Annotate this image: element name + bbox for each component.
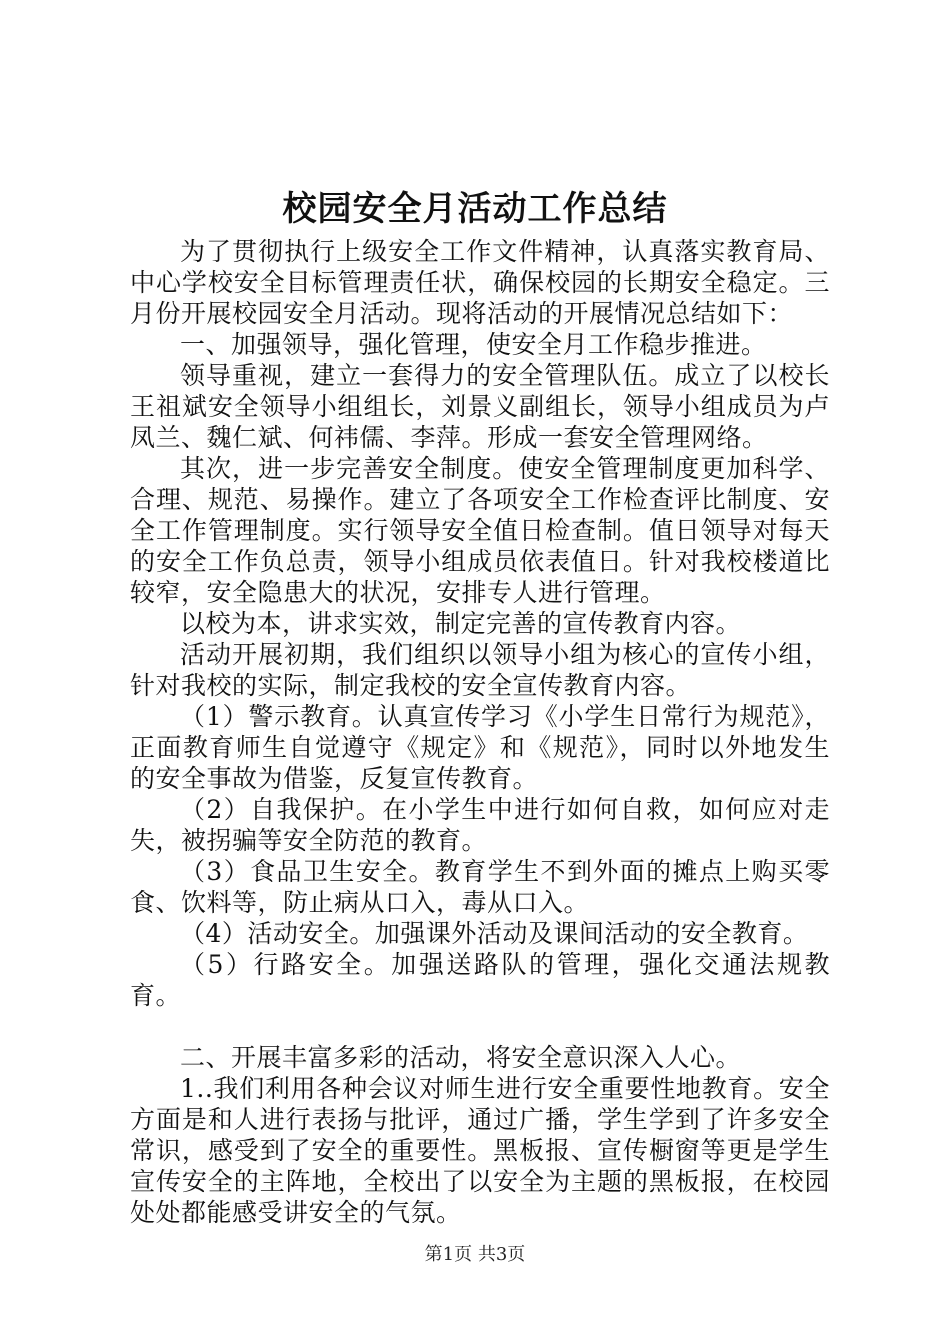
paragraph-activity-start: 活动开展初期，我们组织以领导小组为核心的宣传小组，针对我校的实际，制定我校的安全宣传教育内容。 [130, 640, 830, 700]
list-item-road-safety: （5）行路安全。加强送路队的管理，强化交通法规教育。 [130, 950, 830, 1010]
paragraph-school-based: 以校为本，讲求实效，制定完善的宣传教育内容。 [180, 609, 742, 638]
list-item-food-safety: （3）食品卫生安全。教育学生不到外面的摊点上购买零食、饮料等，防止病从口入，毒从口入。 [130, 857, 830, 917]
list-item-activity-safety: （4）活动安全。加强课外活动及课间活动的安全教育。 [180, 919, 809, 948]
paragraph-intro: 为了贯彻执行上级安全工作文件精神，认真落实教育局、中心学校安全目标管理责任状，确保校园的长期安全稳定。三月份开展校园安全月活动。现将活动的开展情况总结如下： [130, 237, 830, 328]
paragraph-system: 其次，进一步完善安全制度。使安全管理制度更加科学、合理、规范、易操作。建立了各项安全工作检查评比制度、安全工作管理制度。实行领导安全值日检查制。值日领导对每天的安全工作负总责，领导小组成员依表值日。针对我校楼道比较窄，安全隐患大的状况，安排专人进行管理。 [130, 454, 830, 607]
document-body [130, 236, 830, 1228]
list-item-self-protection: （2）自我保护。在小学生中进行如何自救，如何应对走失，被拐骗等安全防范的教育。 [130, 795, 830, 855]
list-item-warning-education: （1）警示教育。认真宣传学习《小学生日常行为规范》，正面教育师生自觉遵守《规定》和《规范》，同时以外地发生的安全事故为借鉴，反复宣传教育。 [130, 702, 830, 793]
section-heading-2: 二、开展丰富多彩的活动，将安全意识深入人心。 [180, 1043, 742, 1072]
paragraph-meetings: 1..我们利用各种会议对师生进行安全重要性地教育。安全方面是和人进行表扬与批评，通过广播，学生学到了许多安全常识，感受到了安全的重要性。黑板报、宣传橱窗等更是学生宣传安全的主阵地，全校出了以安全为主题的黑板报，在校园处处都能感受讲安全的气氛。 [130, 1074, 830, 1227]
section-heading-1: 一、加强领导，强化管理，使安全月工作稳步推进。 [180, 330, 767, 359]
document-title: 校园安全月活动工作总结 [282, 189, 668, 229]
page-footer: 第1页 共3页 [424, 1244, 526, 1265]
paragraph-leadership: 领导重视，建立一套得力的安全管理队伍。成立了以校长王祖斌安全领导小组组长，刘景义副组长，领导小组成员为卢凤兰、魏仁斌、何祎儒、李萍。形成一套安全管理网络。 [130, 361, 830, 452]
